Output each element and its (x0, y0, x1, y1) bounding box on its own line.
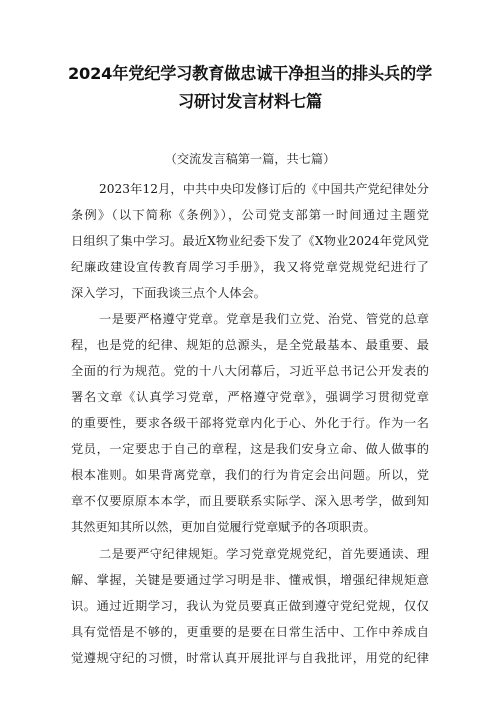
paragraph-2-line-4: 署名文章《认真学习党章，严格遵守党章》，强调学习贯彻党章 (71, 390, 429, 404)
paragraph-1-line-2: 条例》（以下简称《条例》），公司党支部第一时间通过主题党 (71, 208, 429, 222)
paragraph-2-line-3: 全面的行为规范。党的十八大闭幕后，习近平总书记公开发表的 (71, 364, 429, 378)
paragraph-3-line-4: 具有觉悟是不够的，更重要的是要在日常生活中、工作中养成自 (71, 625, 429, 639)
document-title-line-1: 2024年党纪学习教育做忠诚干净担当的排头兵的学 (67, 64, 432, 83)
paragraph-3-line-1: 二是要严守纪律规矩。学习党章党规党纪，首先要通读、理 (99, 547, 429, 561)
paragraph-1-line-5: 深入学习，下面我谈三点个人体会。 (71, 286, 266, 300)
paragraph-2-line-9: 其然更知其所以然，更加自觉履行党章赋予的各项职责。 (71, 520, 376, 534)
paragraph-1-line-4: 纪廉政建设宣传教育周学习手册》，我又将党章党规党纪进行了 (71, 260, 429, 274)
paragraph-3-line-2: 解、掌握，关键是要通过学习明是非、懂戒惧，增强纪律规矩意 (71, 573, 429, 587)
paragraph-2-line-2: 程，也是党的纪律、规矩的总源头，是全党最基本、最重要、最 (71, 338, 429, 352)
document-title-line-2: 习研讨发言材料七篇 (178, 92, 322, 111)
paragraph-2-line-7: 根本准则。如果背离党章，我们的行为肯定会出问题。所以，党 (71, 468, 429, 482)
paragraph-2-line-6: 党员，一定要忠于自己的章程，这是我们安身立命、做人做事的 (71, 442, 429, 456)
paragraph-3-line-3: 识。通过近期学习，我认为党员要真正做到遵守党纪党规，仅仅 (71, 599, 429, 613)
paragraph-2-line-8: 章不仅要原原本本学，而且要联系实际学、深入思考学，做到知 (71, 494, 429, 508)
paragraph-1-line-1: 2023年12月，中共中央印发修订后的《中国共产党纪律处分 (99, 182, 429, 196)
paragraph-1-line-3: 日组织了集中学习。最近X物业纪委下发了《X物业2024年党风党 (71, 234, 429, 248)
document-subtitle: （交流发言稿第一篇，共七篇） (164, 152, 336, 166)
paragraph-3-line-5: 觉遵规守纪的习惯，时常认真开展批评与自我批评，用党的纪律 (71, 651, 429, 665)
paragraph-2-line-5: 的重要性，要求各级干部将党章内化于心、外化于行。作为一名 (71, 416, 429, 430)
paragraph-2-line-1: 一是要严格遵守党章。党章是我们立党、治党、管党的总章 (99, 312, 429, 326)
